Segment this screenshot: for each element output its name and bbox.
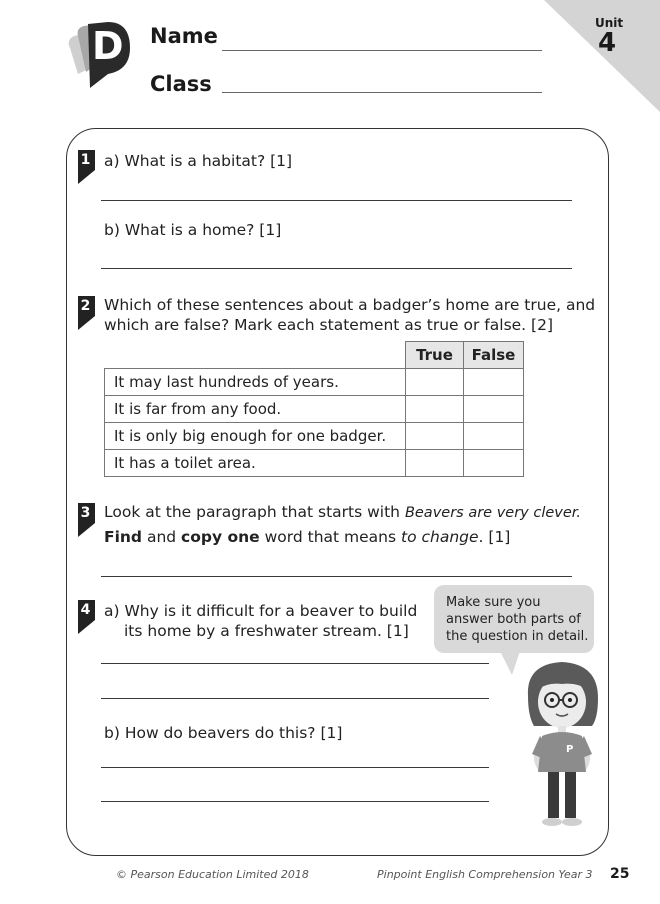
level-logo — [64, 18, 136, 94]
statement-cell: It may last hundreds of years. — [105, 369, 406, 396]
question-4b-answer-line-1[interactable] — [101, 767, 489, 768]
question-1b-text: b) What is a home? [1] — [104, 221, 282, 239]
unit-number: 4 — [598, 28, 617, 58]
question-4-badge: 4 — [76, 600, 100, 628]
class-label: Class — [150, 72, 212, 96]
false-column-header: False — [464, 342, 524, 369]
question-4a-answer-line-1[interactable] — [101, 663, 489, 664]
table-row — [105, 396, 524, 423]
unit-corner — [544, 0, 660, 112]
question-4a-text-line2: its home by a freshwater stream. [1] — [124, 622, 409, 640]
question-2-text-line2: which are false? Mark each statement as true or false. [2] — [104, 316, 553, 334]
footer-book-title: Pinpoint English Comprehension Year 3 — [377, 868, 593, 881]
false-answer-box[interactable] — [464, 369, 524, 396]
true-answer-box[interactable] — [406, 450, 464, 477]
question-3-text-line2: Find and copy one word that means to change. [1] — [104, 528, 511, 546]
question-3-badge: 3 — [76, 503, 100, 531]
statement-cell: It is only big enough for one badger. — [105, 423, 406, 450]
question-3-answer-line[interactable] — [101, 576, 572, 577]
table-row — [105, 423, 524, 450]
table-header-row — [105, 342, 524, 369]
footer-copyright: © Pearson Education Limited 2018 — [116, 868, 309, 881]
true-false-table — [104, 341, 524, 477]
question-2-text-line1: Which of these sentences about a badger’s home are true, and — [104, 296, 596, 314]
true-answer-box[interactable] — [406, 423, 464, 450]
question-1a-answer-line[interactable] — [101, 200, 572, 201]
table-row — [105, 369, 524, 396]
false-answer-box[interactable] — [464, 396, 524, 423]
question-4b-text: b) How do beavers do this? [1] — [104, 724, 343, 742]
question-2-badge: 2 — [76, 296, 100, 324]
true-column-header: True — [406, 342, 464, 369]
question-4b-answer-line-2[interactable] — [101, 801, 489, 802]
question-4a-text-line1: a) Why is it difficult for a beaver to build — [104, 602, 418, 620]
page-number: 25 — [610, 866, 630, 882]
question-1-badge: 1 — [76, 150, 100, 178]
question-3-text-line1: Look at the paragraph that starts with Beavers are very clever. — [104, 503, 582, 521]
unit-label: Unit — [595, 16, 624, 30]
true-answer-box[interactable] — [406, 396, 464, 423]
false-answer-box[interactable] — [464, 423, 524, 450]
girl-character-illustration — [510, 660, 610, 832]
statement-cell: It is far from any food. — [105, 396, 406, 423]
false-answer-box[interactable] — [464, 450, 524, 477]
question-1a-text: a) What is a habitat? [1] — [104, 152, 293, 170]
name-write-line[interactable] — [222, 50, 542, 51]
question-4a-answer-line-2[interactable] — [101, 698, 489, 699]
tip-text: Make sure you answer both parts of the question in detail. — [446, 595, 589, 644]
tip-speech-bubble — [434, 585, 594, 653]
class-write-line[interactable] — [222, 92, 542, 93]
table-corner-cell — [105, 342, 406, 369]
level-letter: D — [92, 24, 124, 68]
true-answer-box[interactable] — [406, 369, 464, 396]
svg-text:P: P — [566, 744, 574, 755]
table-row — [105, 450, 524, 477]
name-label: Name — [150, 24, 218, 48]
question-1b-answer-line[interactable] — [101, 268, 572, 269]
statement-cell: It has a toilet area. — [105, 450, 406, 477]
